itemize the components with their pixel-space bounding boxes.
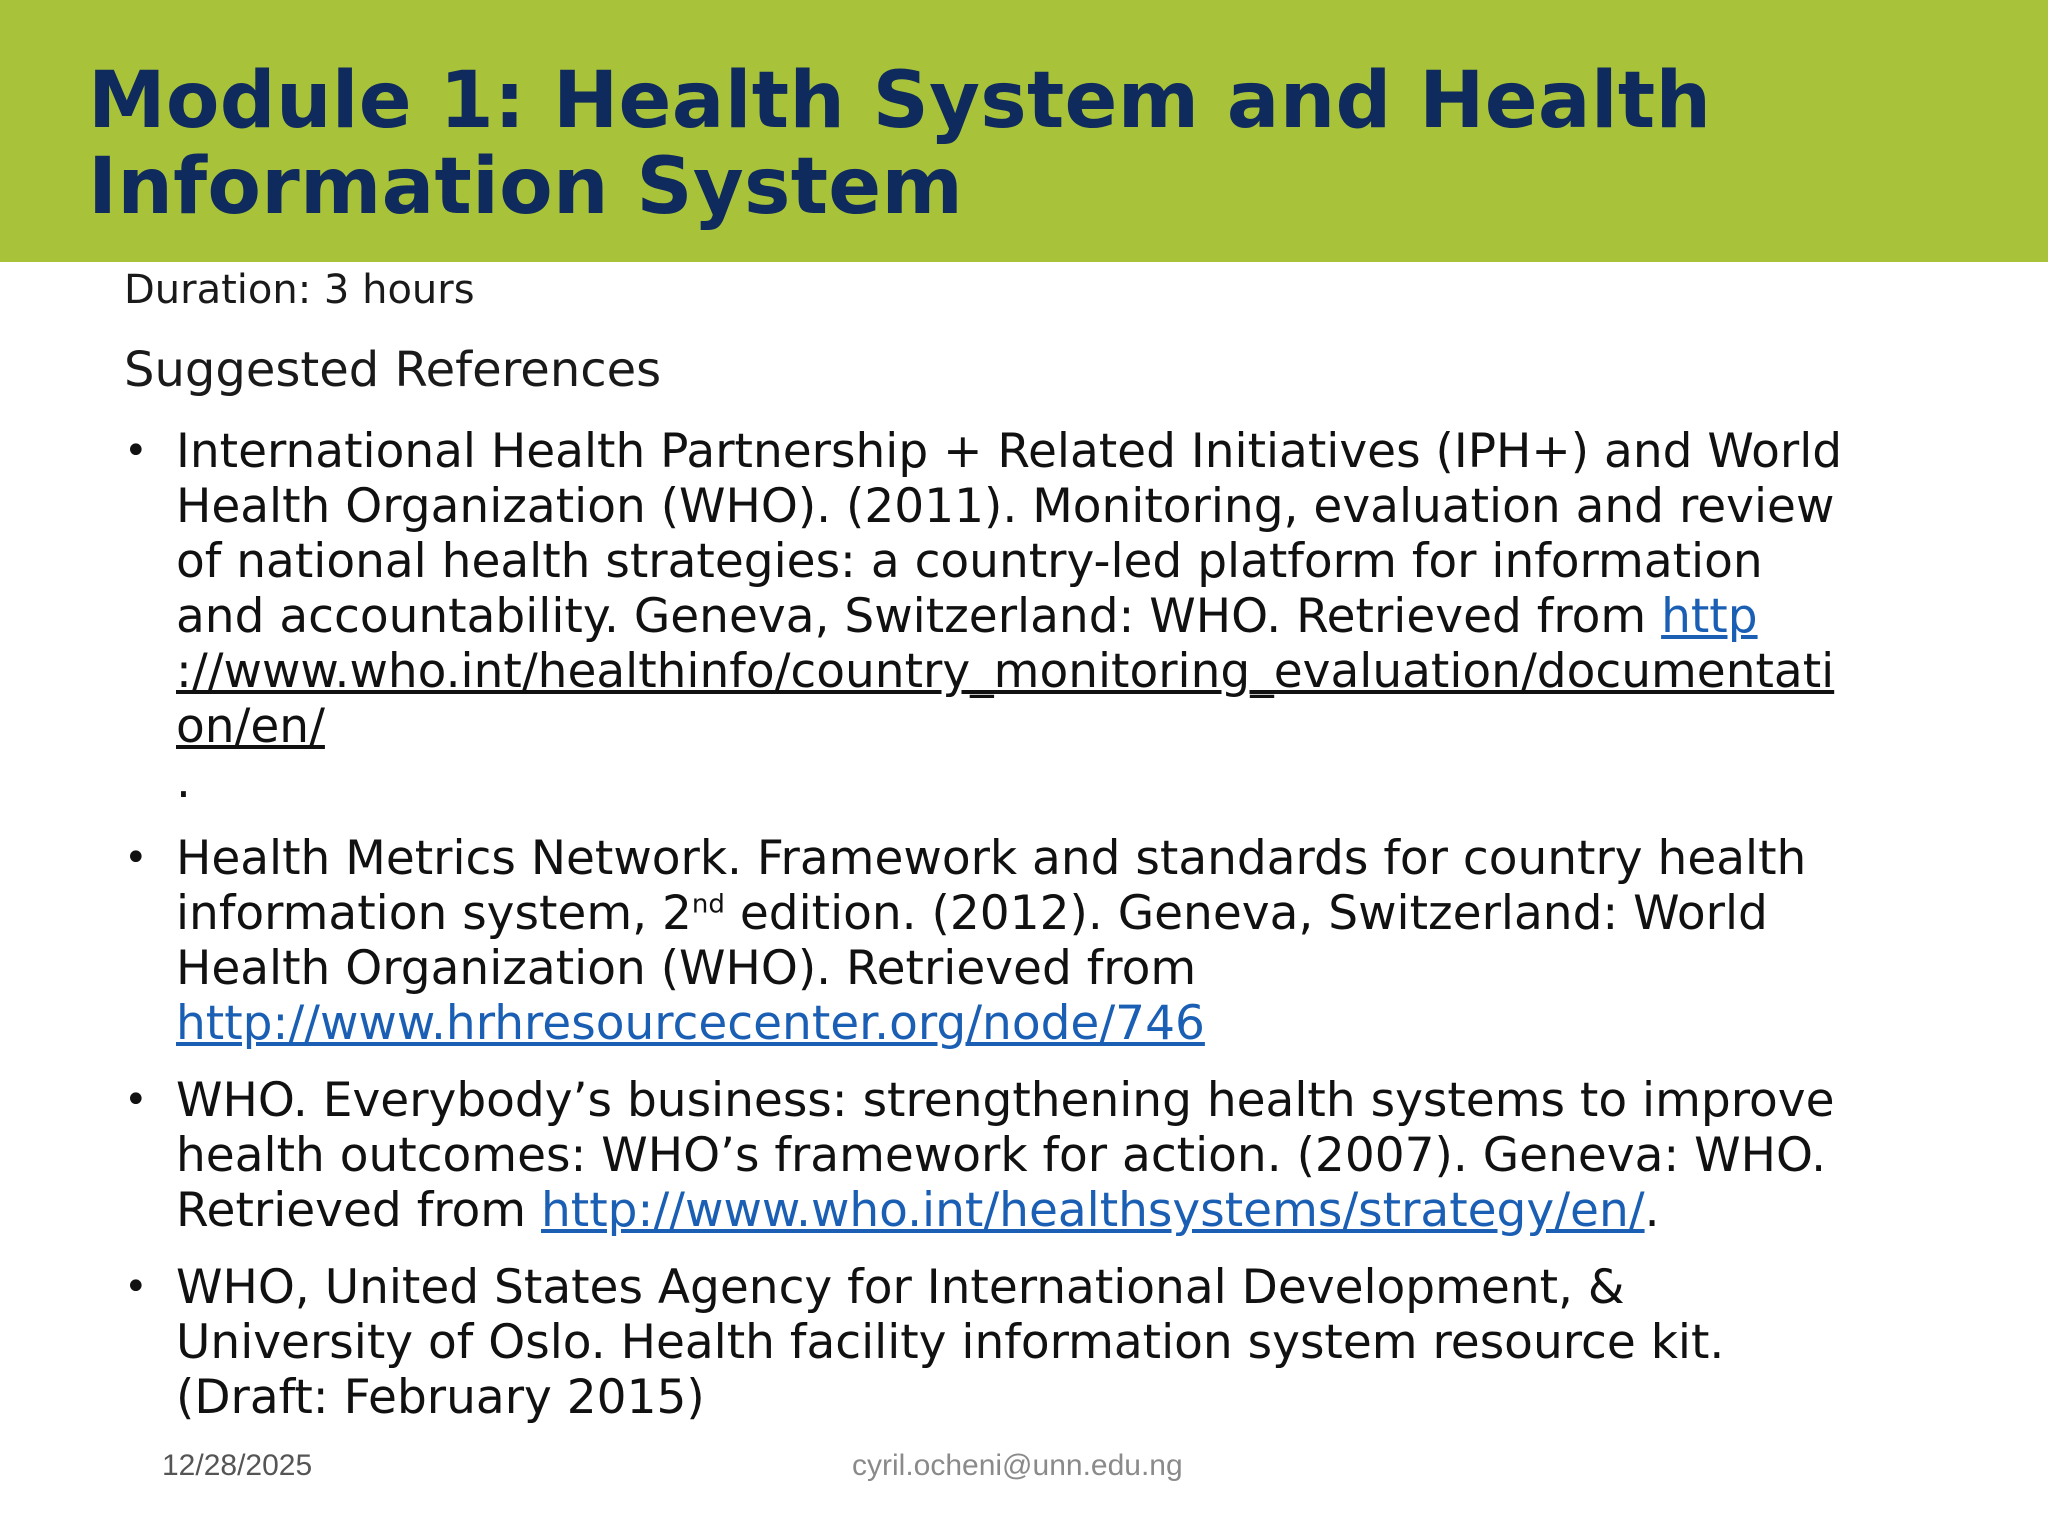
reference-link-continued[interactable]: ://www.who.int/healthinfo/country_monitoring_evaluation/documentation/en/ bbox=[176, 644, 1835, 754]
footer-email: cyril.ocheni@unn.edu.ng bbox=[852, 1449, 1183, 1482]
reference-text: Health Metrics Network. Framework and standards for country health information system, 2 bbox=[176, 831, 1807, 941]
reference-text: International Health Partnership + Related Initiatives (IPH+) and World Health Organization (WHO). (2011). Monitoring, evaluation and review of national health strategies: a country-led platform for information and accountability. Geneva, Switzerland: WHO. Retrieved from bbox=[176, 424, 1843, 644]
bullet-icon: • bbox=[124, 1077, 148, 1123]
bullet-icon: • bbox=[124, 835, 148, 881]
footer-date: 12/28/2025 bbox=[162, 1449, 313, 1482]
ordinal-suffix: nd bbox=[691, 889, 725, 920]
slide-title: Module 1: Health System and Health Information System bbox=[88, 56, 1712, 232]
reference-trailing-period: . bbox=[176, 754, 191, 809]
reference-text: WHO, United States Agency for International Development, & University of Oslo. Health facility information system resource kit. (Draft: February 2015) bbox=[176, 1260, 1725, 1425]
reference-item-4 bbox=[124, 1260, 1844, 1425]
reference-trailing-period: . bbox=[1644, 1183, 1660, 1238]
reference-list bbox=[124, 424, 1844, 1447]
reference-text-continued: edition. (2012). Geneva, Switzerland: World Health Organization (WHO). Retrieved from bbox=[176, 886, 1768, 996]
references-heading: Suggested References bbox=[124, 342, 662, 398]
reference-link[interactable]: http://www.hrhresourcecenter.org/node/746 bbox=[176, 996, 1205, 1051]
bullet-icon: • bbox=[124, 428, 148, 474]
reference-item-2 bbox=[124, 831, 1844, 1051]
bullet-icon: • bbox=[124, 1264, 148, 1310]
reference-link[interactable]: http://www.who.int/healthsystems/strategy/en/ bbox=[541, 1183, 1645, 1238]
duration-text: Duration: 3 hours bbox=[124, 267, 475, 313]
reference-item-1 bbox=[124, 424, 1844, 809]
reference-link[interactable]: http bbox=[1661, 589, 1758, 644]
reference-item-3 bbox=[124, 1073, 1844, 1238]
reference-text: WHO. Everybody’s business: strengthening health systems to improve health outcomes: WHO’s framework for action. (2007). Geneva: WHO. Retrieved from bbox=[176, 1073, 1835, 1238]
